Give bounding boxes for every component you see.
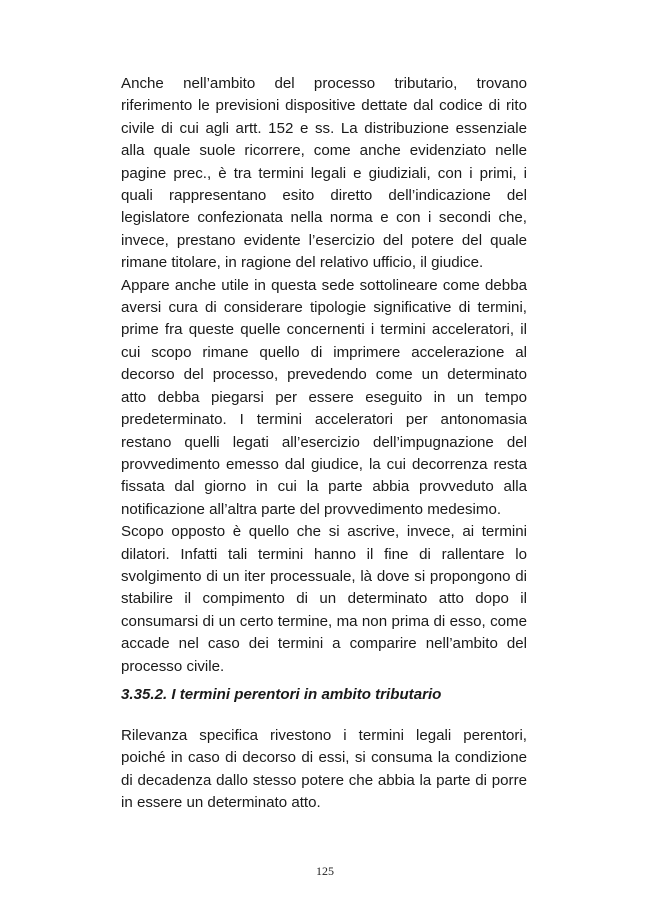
section-heading: 3.35.2. I termini perentori in ambito tributario	[121, 686, 442, 703]
paragraph: Appare anche utile in questa sede sottolineare come debba aversi cura di considerare tipologie significative di termini, prime fra queste quelle concernenti i termini acceleratori, il cui scopo rimane quello di imprimere accelerazione al decorso del processo, prevedendo come un determinato atto debba piegarsi per essere eseguito in un tempo predeterminato. I termini acceleratori per antonomasia restano quelli legati all’esercizio dell’impugnazione del provvedimento emesso dal giudice, la cui decorrenza resta fissata dal giorno in cui la parte abbia provveduto alla notificazione all’altra parte del provvedimento medesimo.	[121, 276, 527, 518]
page-number: 125	[316, 864, 334, 878]
body-text-section-2	[121, 725, 527, 815]
paragraph: Anche nell’ambito del processo tributario, trovano riferimento le previsioni dispositive dettate dal codice di rito civile di cui agli artt. 152 e ss. La distribuzione essenziale alla quale suole ricorrere, come anche evidenziato nelle pagine prec., è tra termini legali e giudiziali, con i primi, i quali rappresentano esito diretto dell’indicazione del legislatore confezionata nella norma e con i secondi che, invece, prestano evidente l’esercizio del potere del quale rimane titolare, in ragione del relativo ufficio, il giudice.	[121, 75, 527, 272]
paragraph: Scopo opposto è quello che si ascrive, invece, ai termini dilatori. Infatti tali termini hanno il fine di rallentare lo svolgimento di un iter processuale, là dove si propongono di stabilire il compimento di un determinato atto dopo il consumarsi di un certo termine, ma non prima di esso, come accade nel caso dei termini a comparire nell’ambito del processo civile.	[121, 523, 527, 675]
paragraph: Rilevanza specifica rivestono i termini legali perentori, poiché in caso di decorso di essi, si consuma la condizione di decadenza dallo stesso potere che abbia la parte di porre in essere un determinato atto.	[121, 727, 527, 812]
body-text-section-1	[121, 73, 527, 678]
